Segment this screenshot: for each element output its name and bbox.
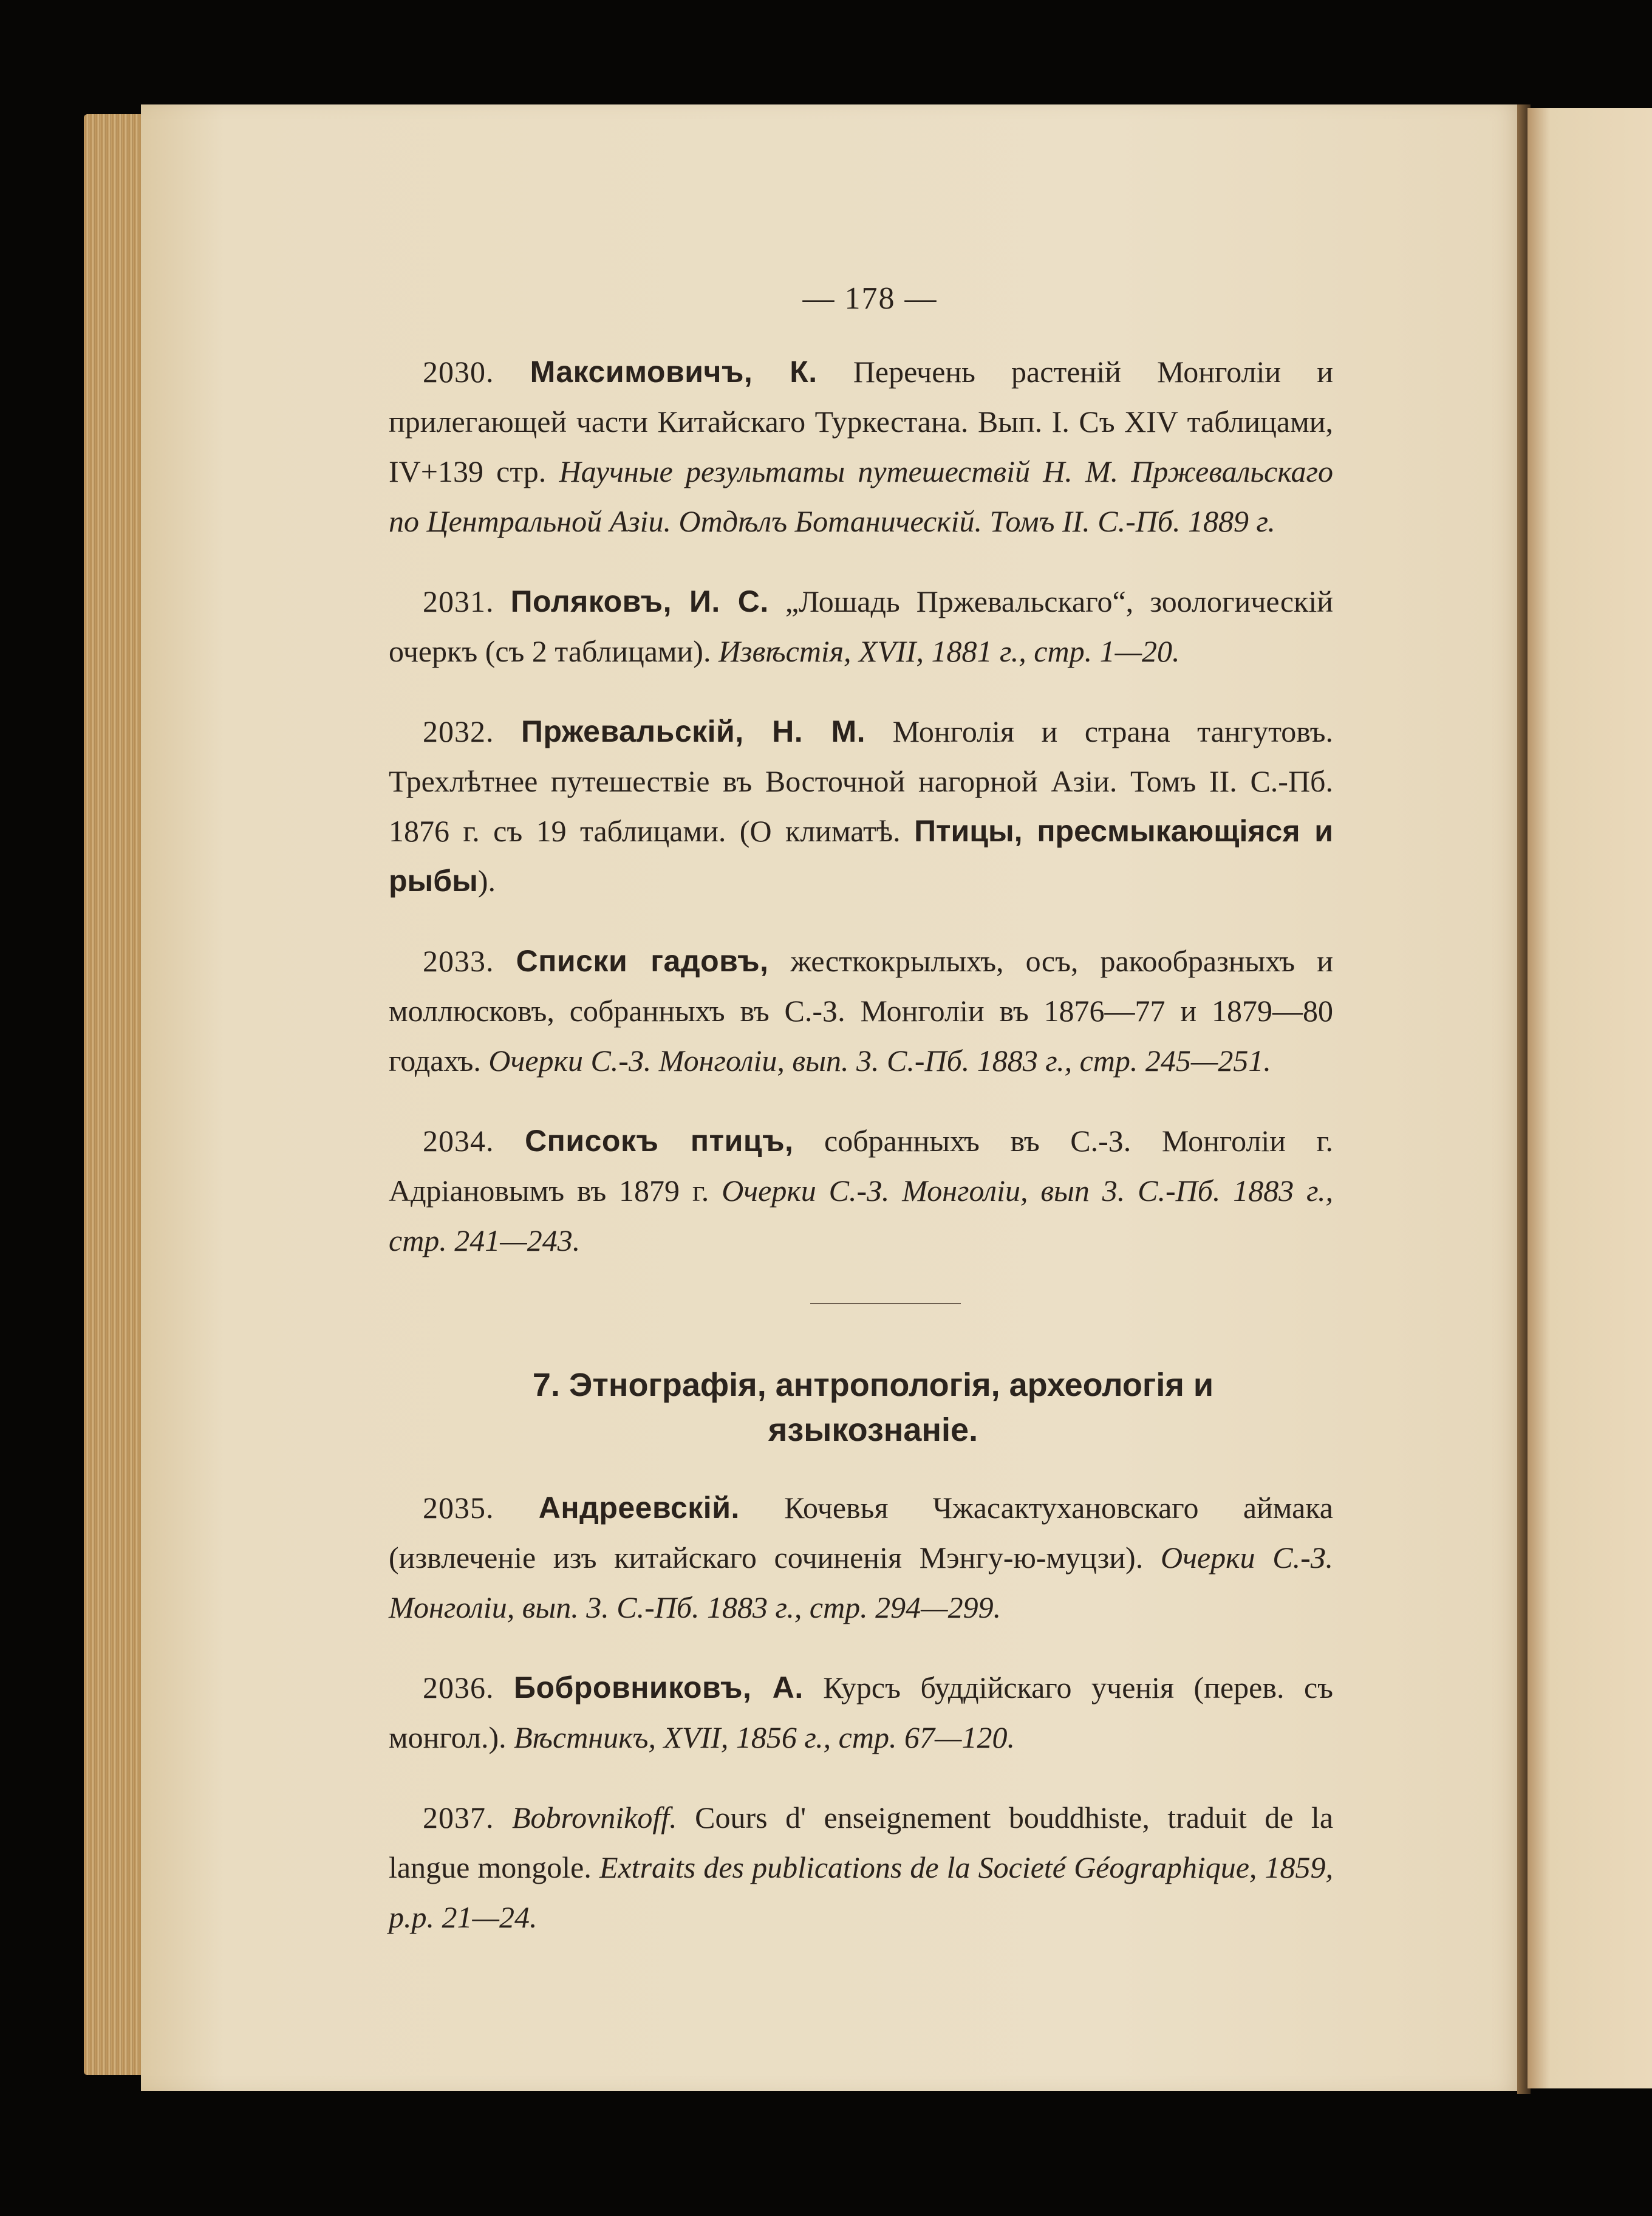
entry-number: 2034. [423,1124,494,1158]
entry-source: Извѣстія, XVII, 1881 г., стр. 1—20. [718,634,1180,668]
page-number: — 178 — [802,281,938,316]
facing-page-edge [1527,108,1652,2088]
entry-text: жесткокрылыхъ, осъ, ракообразныхъ и моллюсковъ, собранныхъ въ С.-З. Монголіи въ 1876—77 и 1879—80 годахъ. [389,944,1334,1078]
bibliography-entry [389,347,1333,546]
bibliography-entry [389,936,1333,1086]
entry-text: Кочевья Чжасактухановскаго аймака (извлеченіе изъ китайскаго сочиненія Мэнгу-ю-муцзи). [389,1491,1334,1575]
entry-source: Очерки С.-З. Монголіи, вып 3. С.-Пб. 1883 г., стр. 241—243. [389,1174,1334,1257]
entry-author: Пржевальскій, Н. М. [521,714,866,748]
entry-source: Научные результаты путешествій Н. М. Пржевальскаго по Центральной Азіи. Отдѣлъ Ботаническій. Томъ II. С.-Пб. 1889 г. [389,454,1333,538]
bibliography-entry [389,1793,1333,1942]
entry-author: Андреевскій. [538,1491,740,1525]
entry-closing: ). [477,864,496,898]
entry-author: Списки гадовъ, [516,944,769,978]
entry-text: Курсъ буддійскаго ученія (перев. съ монгол.). [389,1671,1334,1754]
entry-author: Поляковъ, И. С. [510,584,769,618]
section-heading-line: 7. Этнографія, антропологія, археологія и [532,1367,1214,1403]
bibliography-entry [389,576,1333,676]
page-content [389,281,1333,1958]
entry-number: 2030. [423,355,494,389]
section-heading [413,1363,1333,1452]
entry-number: 2037. [423,1800,494,1835]
entry-text: „Лошадь Пржевальскаго“, зоологическій очеркъ (съ 2 таблицами). [389,584,1333,668]
entry-text: Перечень растеній Монголіи и прилегающей части Китайскаго Туркестана. Вып. I. Съ XIV таблицами, IV+139 стр. [389,355,1334,488]
entry-author: Бобровниковъ, А. [514,1671,804,1705]
bibliography-entry [389,1116,1333,1265]
entry-bold-subject: Птицы, пресмыкающіяся и рыбы [389,814,1334,898]
entry-source: Очерки С.-З. Монголіи, вып. 3. С.-Пб. 1883 г., стр. 245—251. [488,1044,1271,1078]
section-heading-line: языкознаніе. [768,1412,978,1448]
entry-number: 2032. [423,714,494,748]
entry-source: Вѣстникъ, XVII, 1856 г., стр. 67—120. [514,1720,1015,1754]
entry-text: Cours d' enseignement bouddhiste, traduit de la langue mongole. [389,1800,1334,1884]
bibliography-entry [389,1483,1333,1632]
entry-number: 2031. [423,584,494,618]
entry-number: 2035. [423,1491,494,1525]
entry-number: 2033. [423,944,494,978]
section-divider [810,1303,961,1304]
entry-source: Extraits des publications de la Societé Géographique, 1859, p.p. 21—24. [389,1850,1334,1934]
bibliography-entry [389,706,1333,906]
bibliography-entry [389,1663,1333,1762]
entry-author: Списокъ птицъ, [525,1124,794,1158]
entry-text: собранныхъ въ С.-З. Монголіи г. Адріановымъ въ 1879 г. [389,1124,1333,1208]
entry-author: Bobrovnikoff. [511,1800,677,1835]
entry-number: 2036. [423,1671,494,1705]
entry-source: Очерки С.-З. Монголіи, вып. 3. С.-Пб. 1883 г., стр. 294—299. [389,1541,1334,1624]
entry-text: Монголія и страна тангутовъ. Трехлѣтнее путешествіе въ Восточной нагорной Азіи. Томъ II. С.-Пб. 1876 г. съ 19 таблицами. (О климатѣ. [389,714,1333,848]
entry-author: Максимовичъ, К. [530,355,817,389]
